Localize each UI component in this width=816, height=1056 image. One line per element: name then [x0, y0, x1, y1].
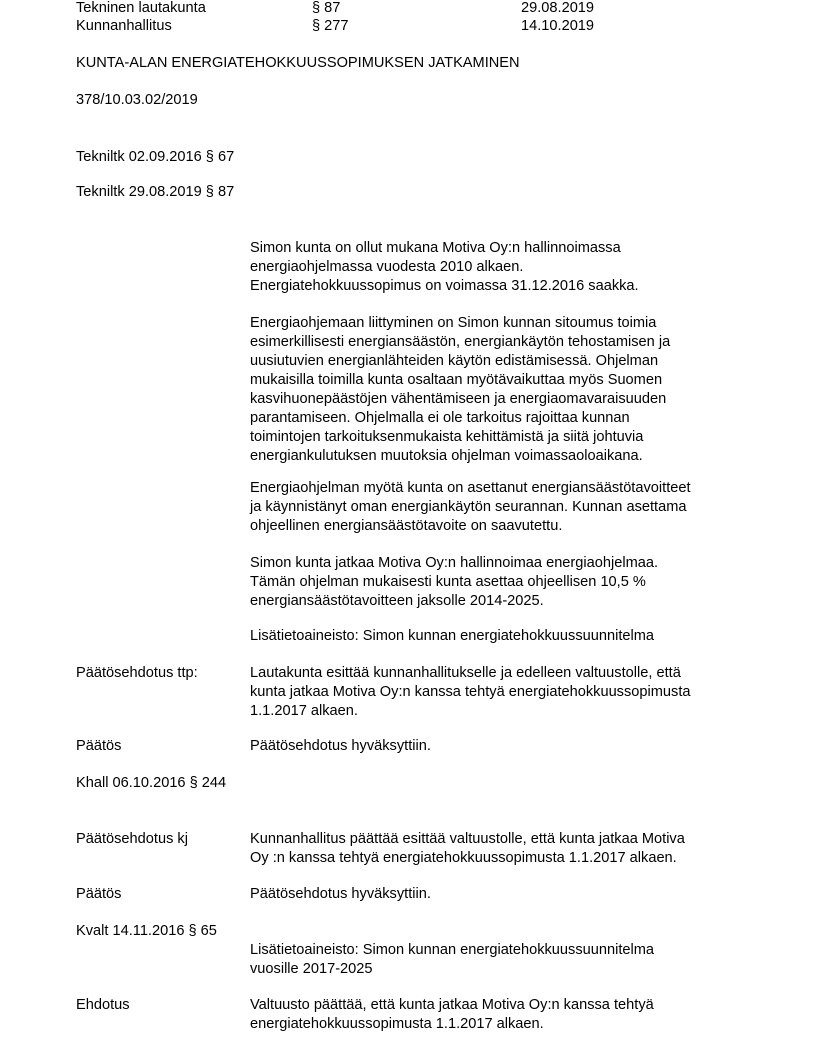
body-paragraph-4 — [250, 554, 750, 611]
label-ehdotus-kj: Päätösehdotus kj — [76, 831, 188, 847]
label-ehdotus-ttp: Päätösehdotus ttp: — [76, 665, 198, 681]
paragraph-line: toimintojen tarkoituksenmukaista kehittämistä ja siitä johtuvia — [250, 429, 644, 445]
paragraph-line: Simon kunta on ollut mukana Motiva Oy:n hallinnoimassa — [250, 240, 621, 256]
paragraph-line: Lisätietoaineisto: Simon kunnan energiatehokkuussuunnitelma — [250, 942, 655, 958]
record-number: 378/10.03.02/2019 — [76, 92, 198, 108]
paragraph-line: ja käynnistänyt oman energiankäytön seurannan. Kunnan asettama — [250, 499, 687, 515]
paragraph-line: mukaisilla toimilla kunta osaltaan myötävaikuttaa myös Suomen — [250, 372, 663, 388]
paragraph-line: Energiatehokkuussopimus on voimassa 31.12.2016 saakka. — [250, 278, 639, 294]
paragraph-line: Valtuusto päättää, että kunta jatkaa Motiva Oy:n kanssa tehtyä — [250, 997, 654, 1013]
header-date-2: 14.10.2019 — [521, 18, 595, 34]
document-title: KUNTA-ALAN ENERGIATEHOKKUUSSOPIMUKSEN JATKAMINEN — [76, 55, 520, 71]
paragraph-line: Lisätietoaineisto: Simon kunnan energiatehokkuussuunnitelma — [250, 628, 655, 644]
paragraph-line: Kunnanhallitus päättää esittää valtuustolle, että kunta jatkaa Motiva — [250, 831, 685, 847]
paragraph-line: Tämän ohjelman mukaisesti kunta asettaa ohjeellisen 10,5 % — [250, 574, 646, 590]
paragraph-line: uusiutuvien energianlähteiden käytön edistämisessä. Ohjelman — [250, 353, 659, 369]
body-paragraph-1 — [250, 239, 750, 296]
proposal-ttp-text — [250, 664, 750, 721]
header-section-1: § 87 — [312, 0, 341, 16]
paragraph-line: energiaohjelmassa vuodesta 2010 alkaen. — [250, 259, 524, 275]
body-paragraph-2 — [250, 314, 750, 466]
paragraph-line: Energiaohjemaan liittyminen on Simon kunnan sitoumus toimia — [250, 315, 657, 331]
paragraph-line: Lautakunta esittää kunnanhallitukselle ja edelleen valtuustolle, että — [250, 665, 681, 681]
paragraph-line: energiankulutuksen muutoksia ohjelman voimassaoloaikana. — [250, 448, 643, 464]
paragraph-line: energiansäästötavoitteen jaksolle 2014-2025. — [250, 593, 544, 609]
header-date-1: 29.08.2019 — [521, 0, 595, 16]
paragraph-line: 1.1.2017 alkaen. — [250, 703, 358, 719]
header-section-2: § 277 — [312, 18, 349, 34]
paragraph-line: Energiaohjelman myötä kunta on asettanut energiansäästötavoitteet — [250, 480, 691, 496]
paragraph-line: energiatehokkuussopimusta 1.1.2017 alkaen. — [250, 1016, 544, 1032]
paragraph-line: kasvihuonepäästöjen vähentämiseen ja energiaomavaraisuuden — [250, 391, 667, 407]
kvalt-info-text — [250, 941, 750, 979]
paragraph-line: ohjeellinen energiansäästötavoite on saavutettu. — [250, 518, 563, 534]
reference-tekniltk-2019: Tekniltk 29.08.2019 § 87 — [76, 184, 235, 200]
paragraph-line: Simon kunta jatkaa Motiva Oy:n hallinnoimaa energiaohjelmaa. — [250, 555, 659, 571]
header-body-1: Tekninen lautakunta — [76, 0, 206, 16]
header-body-2: Kunnanhallitus — [76, 18, 172, 34]
paragraph-line: parantamiseen. Ohjelmalla ei ole tarkoitus rajoittaa kunnan — [250, 410, 630, 426]
proposal-text — [250, 996, 750, 1034]
reference-khall: Khall 06.10.2016 § 244 — [76, 775, 227, 791]
proposal-kj-text — [250, 830, 750, 868]
paragraph-line: vuosille 2017-2025 — [250, 961, 373, 977]
label-paatos-1: Päätös — [76, 738, 122, 754]
label-ehdotus: Ehdotus — [76, 997, 130, 1013]
label-paatos-2: Päätös — [76, 886, 122, 902]
paragraph-line: kunta jatkaa Motiva Oy:n kanssa tehtyä energiatehokkuussopimusta — [250, 684, 691, 700]
paragraph-line: Oy :n kanssa tehtyä energiatehokkuussopimusta 1.1.2017 alkaen. — [250, 850, 677, 866]
body-paragraph-5 — [250, 627, 750, 646]
body-paragraph-3 — [250, 479, 750, 536]
decision-2-text: Päätösehdotus hyväksyttiin. — [250, 886, 431, 902]
reference-tekniltk-2016: Tekniltk 02.09.2016 § 67 — [76, 149, 235, 165]
decision-1-text: Päätösehdotus hyväksyttiin. — [250, 738, 431, 754]
reference-kvalt: Kvalt 14.11.2016 § 65 — [76, 923, 217, 939]
paragraph-line: esimerkillisesti energiansäästön, energiankäytön tehostamisen ja — [250, 334, 671, 350]
